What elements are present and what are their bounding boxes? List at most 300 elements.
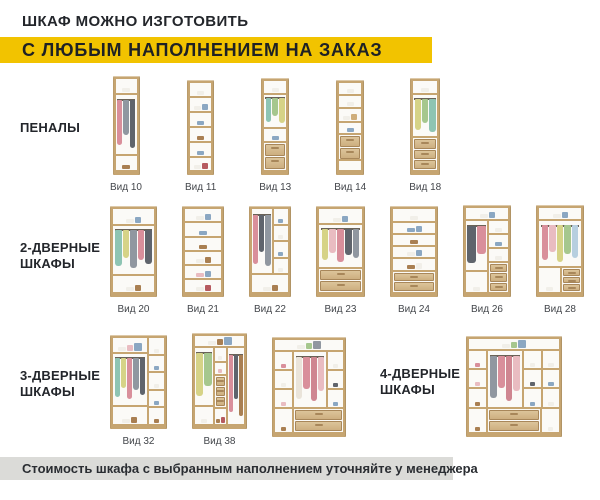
shelf-section — [469, 409, 486, 432]
shelf-section — [274, 259, 288, 276]
hanging-clothes — [196, 353, 203, 396]
hanging-clothes — [429, 99, 435, 132]
folded-items — [205, 271, 211, 277]
folded-items — [134, 343, 142, 351]
drawer-stack — [562, 268, 581, 292]
drawer — [295, 421, 342, 431]
shelf-section — [393, 247, 435, 259]
folded-items — [224, 337, 232, 345]
drawer-handle — [510, 424, 518, 426]
shelf-section — [190, 128, 211, 142]
hanging-section — [488, 351, 522, 409]
folded-items — [118, 347, 126, 351]
shelf-section — [113, 209, 154, 226]
wardrobe-image — [536, 205, 584, 297]
shelf-section — [149, 391, 164, 409]
wardrobe-image — [463, 205, 511, 297]
hanging-section — [466, 221, 487, 272]
drawer-handle — [421, 153, 429, 155]
wardrobe-image — [316, 206, 365, 297]
drawer-handle — [216, 390, 224, 392]
shelf-section — [543, 389, 559, 409]
drawer-handle — [495, 286, 503, 288]
wardrobe-image — [187, 80, 214, 175]
hanging-clothes — [345, 229, 352, 255]
folded-items — [131, 417, 137, 423]
folded-items — [278, 252, 283, 256]
hanging-clothes — [279, 98, 285, 123]
shelf-section — [466, 208, 508, 221]
shelf-section — [215, 348, 227, 363]
folded-items — [205, 285, 211, 291]
shelf-section — [328, 352, 343, 371]
drawer-stack — [413, 138, 437, 170]
folded-items — [122, 165, 129, 169]
drawer-handle — [568, 272, 576, 274]
drawer — [265, 157, 285, 169]
folded-items — [297, 345, 305, 349]
shelf-section — [469, 370, 486, 389]
folded-items — [502, 344, 510, 348]
shelf-section — [116, 79, 137, 95]
folded-items — [530, 382, 536, 386]
shelf-section — [190, 83, 211, 98]
folded-items — [263, 287, 271, 291]
hanging-clothes — [542, 225, 549, 259]
hanging-section — [195, 348, 213, 407]
folded-items — [135, 285, 141, 291]
drawer — [490, 264, 507, 272]
folded-items — [154, 366, 159, 370]
folded-items — [333, 402, 338, 406]
folded-items — [197, 121, 204, 125]
hanging-clothes — [229, 355, 233, 412]
hanging-clothes — [564, 225, 571, 253]
hanging-section — [319, 225, 362, 269]
hanging-clothes — [311, 357, 317, 401]
shelf-section — [466, 272, 487, 292]
folded-items — [205, 257, 211, 263]
drawer-stack — [489, 263, 508, 292]
hanging-clothes — [133, 358, 138, 390]
drawer — [320, 270, 361, 280]
wardrobe-image — [466, 336, 562, 437]
folded-items — [208, 341, 216, 345]
folded-items — [548, 402, 553, 406]
drawer — [414, 150, 436, 159]
hanging-clothes — [272, 98, 278, 116]
shelf-section — [543, 351, 559, 370]
folded-items — [197, 151, 204, 155]
shelf-section — [252, 275, 288, 292]
shelf-section — [539, 268, 560, 292]
shelf-section — [542, 409, 559, 432]
wardrobe-view-label: Вид 32 — [122, 436, 155, 447]
drawer-handle — [315, 424, 323, 426]
folded-items — [122, 419, 130, 423]
shelf-section — [190, 143, 211, 158]
drawer — [414, 160, 436, 169]
folded-items — [205, 214, 211, 220]
wardrobe-item — [272, 337, 346, 437]
folded-items — [278, 219, 283, 223]
drawer-handle — [315, 413, 323, 415]
folded-items — [272, 136, 279, 140]
shelf-section — [195, 336, 244, 348]
folded-items — [495, 228, 501, 232]
wardrobe-image — [249, 206, 291, 297]
wardrobe-view-label: Вид 38 — [203, 436, 236, 447]
hanging-clothes — [498, 356, 505, 388]
shelf-section — [274, 209, 288, 226]
hanging-clothes — [337, 229, 344, 262]
hanging-clothes — [266, 98, 272, 122]
drawer-handle — [410, 276, 418, 278]
wardrobe-view-label: Вид 22 — [254, 304, 286, 315]
shelf-section — [149, 338, 164, 356]
hanging-clothes — [265, 215, 270, 267]
drawer — [563, 284, 580, 291]
wardrobe-item — [259, 78, 291, 194]
wardrobe-view-label: Вид 10 — [110, 182, 142, 193]
folded-items — [495, 256, 501, 260]
wardrobe-item — [334, 80, 366, 194]
folded-items — [347, 102, 354, 106]
hanging-section — [413, 95, 437, 138]
shelf-section — [524, 351, 541, 370]
folded-items — [199, 245, 207, 249]
drawer — [216, 397, 226, 406]
group-label-3-door: 3-ДВЕРНЫЕ ШКАФЫ — [20, 368, 101, 399]
hanging-clothes — [572, 225, 579, 257]
hanging-clothes — [130, 100, 136, 148]
shelf-section — [274, 242, 288, 259]
wardrobe-item — [536, 205, 584, 316]
folded-items — [154, 384, 159, 388]
drawer-handle — [421, 163, 429, 165]
wardrobe-item — [192, 333, 247, 448]
shelf-section — [149, 373, 164, 391]
drawer — [216, 387, 226, 396]
group-label-penaly: ПЕНАЛЫ — [20, 120, 80, 135]
folded-items — [218, 369, 222, 373]
drawer-stack — [488, 409, 540, 432]
hanging-clothes — [234, 355, 238, 399]
empty-section — [339, 161, 361, 170]
footer-note-highlight — [0, 457, 478, 480]
folded-items — [196, 216, 204, 220]
hanging-clothes — [253, 215, 258, 264]
folded-items — [473, 287, 480, 291]
wardrobe-image — [410, 78, 440, 175]
folded-items — [410, 216, 418, 220]
hanging-section — [252, 209, 272, 275]
folded-items — [347, 128, 354, 132]
wardrobe-item — [316, 206, 365, 316]
wardrobe-view-label: Вид 11 — [185, 182, 217, 193]
hanging-clothes — [353, 229, 360, 259]
wardrobe-view-label: Вид 13 — [259, 182, 292, 193]
folded-items — [407, 228, 415, 232]
drawer-stack — [393, 272, 435, 292]
shelf-section — [319, 209, 362, 225]
shelf-section — [469, 351, 486, 370]
drawer — [414, 139, 436, 148]
folded-items — [548, 427, 554, 431]
folded-items — [126, 219, 134, 223]
drawer-stack — [319, 269, 362, 292]
drawer — [489, 410, 539, 420]
folded-items — [351, 114, 357, 120]
wardrobe-image — [113, 76, 140, 175]
hanging-clothes — [121, 358, 126, 388]
folded-items — [546, 287, 553, 291]
wardrobe-image — [192, 333, 247, 429]
folded-items — [154, 419, 159, 423]
folded-items — [553, 214, 561, 218]
shelf-section — [489, 249, 508, 263]
shelf-section — [275, 352, 292, 371]
wardrobe-item — [110, 76, 142, 194]
shelf-section — [113, 407, 147, 424]
hanging-clothes — [204, 353, 211, 386]
wardrobe-view-label: Вид 20 — [117, 304, 150, 315]
folded-items — [194, 106, 201, 110]
shelf-section — [185, 209, 221, 223]
drawer-handle — [568, 287, 576, 289]
folded-items — [199, 231, 207, 235]
drawer-handle — [271, 147, 279, 149]
shelf-section — [339, 109, 361, 123]
hanging-section — [294, 352, 326, 409]
folded-items — [343, 116, 350, 120]
shelf-section — [328, 371, 343, 390]
drawer — [320, 281, 361, 291]
shelf-section — [489, 235, 508, 249]
shelf-section — [393, 223, 435, 235]
folded-items — [475, 402, 481, 406]
folded-items — [416, 263, 422, 269]
wardrobe-image — [336, 80, 364, 175]
shelf-section — [190, 113, 211, 128]
shelf-section — [275, 371, 292, 390]
folded-items — [511, 342, 517, 348]
drawer — [295, 410, 342, 420]
folded-items — [194, 165, 201, 169]
hanging-section — [264, 95, 286, 129]
footer-note: Стоимость шкафа с выбранным наполнением уточняйте у менеджера — [22, 461, 478, 476]
shelf-section — [469, 339, 559, 351]
wardrobe-view-label: Вид 18 — [409, 182, 442, 193]
folded-items — [416, 250, 422, 256]
hanging-clothes — [557, 225, 564, 261]
folded-items — [127, 345, 133, 351]
shelf-section — [524, 370, 541, 389]
folded-items — [201, 419, 207, 423]
hanging-clothes — [322, 229, 329, 261]
folded-items — [313, 341, 321, 349]
banner-subtitle-highlight — [0, 37, 432, 63]
folded-items — [480, 214, 488, 218]
folded-items — [475, 427, 481, 431]
hanging-clothes — [549, 225, 556, 251]
row-3-and-4-door — [110, 336, 562, 448]
row-penaly — [110, 80, 441, 194]
drawer — [489, 421, 539, 431]
wardrobe-image — [110, 206, 157, 297]
shelf-section — [113, 338, 147, 354]
folded-items — [333, 218, 341, 222]
hanging-clothes — [127, 358, 132, 399]
shelf-section — [275, 390, 292, 409]
hanging-clothes — [115, 358, 120, 397]
hanging-section — [113, 354, 147, 407]
folded-items — [217, 339, 223, 345]
hanging-clothes — [506, 356, 513, 401]
shelf-section — [185, 252, 221, 266]
folded-items — [135, 217, 141, 223]
shelf-section — [339, 96, 361, 109]
drawer-handle — [495, 267, 503, 269]
shelf-section — [413, 81, 437, 95]
folded-items — [407, 252, 415, 256]
shelf-section — [543, 370, 559, 389]
drawer-handle — [216, 400, 224, 402]
folded-items — [421, 88, 429, 92]
folded-items — [518, 340, 526, 348]
folded-items — [278, 235, 283, 239]
folded-items — [196, 287, 204, 291]
hanging-clothes — [123, 100, 129, 134]
folded-items — [221, 417, 225, 423]
folded-items — [126, 287, 134, 291]
folded-items — [347, 89, 354, 93]
folded-items — [196, 259, 204, 263]
drawer-handle — [568, 280, 576, 282]
drawer-handle — [337, 284, 345, 286]
shelf-section — [339, 123, 361, 136]
drawer-handle — [337, 273, 345, 275]
hanging-clothes — [239, 355, 243, 416]
wardrobe-item — [185, 80, 216, 194]
hanging-clothes — [115, 230, 121, 266]
drawer — [340, 136, 360, 147]
folded-items — [333, 364, 338, 368]
drawer — [490, 273, 507, 281]
folded-items — [530, 363, 536, 367]
folded-items — [281, 364, 287, 368]
drawer — [563, 269, 580, 276]
wardrobe-view-label: Вид 14 — [334, 182, 367, 193]
drawer-stack — [215, 376, 227, 408]
shelf-section — [149, 356, 164, 374]
wardrobe-item — [110, 335, 167, 448]
shelf-section — [215, 409, 227, 424]
folded-items — [407, 265, 415, 269]
drawer-stack — [294, 409, 343, 432]
folded-items — [416, 226, 422, 232]
group-label-4-door: 4-ДВЕРНЫЕ ШКАФЫ — [380, 366, 461, 397]
shelf-section — [275, 409, 292, 432]
shelf-section — [195, 407, 213, 424]
folded-items — [410, 240, 418, 244]
folded-items — [218, 356, 222, 360]
shelf-section — [185, 238, 221, 252]
drawer — [394, 282, 434, 291]
wardrobe-item — [390, 206, 438, 316]
shelf-section — [215, 363, 227, 376]
drawer-handle — [271, 160, 279, 162]
hanging-section — [113, 226, 154, 276]
shelf-section — [393, 235, 435, 247]
folded-items — [154, 349, 159, 353]
folded-items — [197, 136, 204, 140]
group-label-2-door: 2-ДВЕРНЫЕ ШКАФЫ — [20, 240, 101, 271]
hanging-clothes — [145, 230, 151, 264]
hanging-clothes — [117, 100, 123, 145]
shelf-section — [185, 223, 221, 237]
drawer-stack — [264, 143, 286, 170]
folded-items — [475, 363, 481, 367]
hanging-clothes — [303, 357, 309, 389]
shelf-section — [539, 208, 581, 221]
hanging-clothes — [123, 230, 129, 258]
folded-items — [272, 285, 278, 291]
folded-items — [306, 343, 312, 349]
shelf-section — [524, 389, 541, 409]
folded-items — [281, 427, 287, 431]
drawer — [340, 148, 360, 159]
folded-items — [475, 382, 481, 386]
hanging-section — [116, 95, 137, 157]
shelf-section — [328, 390, 343, 409]
shelf-section — [185, 280, 221, 292]
shelf-section — [185, 266, 221, 280]
hanging-clothes — [140, 358, 145, 394]
hanging-clothes — [259, 215, 264, 252]
drawer-handle — [410, 285, 418, 287]
drawer-stack — [339, 135, 361, 161]
folded-items — [489, 212, 495, 218]
wardrobe-view-label: Вид 24 — [398, 304, 430, 315]
drawer-handle — [346, 139, 354, 141]
shelf-section — [339, 83, 361, 96]
shelf-section — [469, 389, 486, 409]
hanging-clothes — [138, 230, 144, 260]
hanging-clothes — [467, 226, 476, 263]
wardrobe-item — [466, 336, 562, 437]
hanging-clothes — [318, 357, 324, 391]
hanging-clothes — [130, 230, 136, 268]
wardrobe-item — [409, 78, 441, 194]
folded-items — [272, 88, 279, 92]
wardrobe-image — [272, 337, 346, 437]
folded-items — [530, 402, 536, 406]
shelf-section — [264, 81, 286, 95]
folded-items — [196, 273, 204, 277]
drawer — [394, 273, 434, 282]
folded-items — [281, 402, 287, 406]
folded-items — [281, 383, 287, 387]
folded-items — [333, 383, 338, 387]
wardrobe-image — [390, 206, 438, 297]
folded-items — [548, 363, 553, 367]
shelf-section — [393, 259, 435, 271]
wardrobe-view-label: Вид 28 — [544, 304, 576, 315]
hanging-section — [539, 221, 581, 268]
shelf-section — [274, 226, 288, 243]
shelf-section — [393, 209, 435, 223]
